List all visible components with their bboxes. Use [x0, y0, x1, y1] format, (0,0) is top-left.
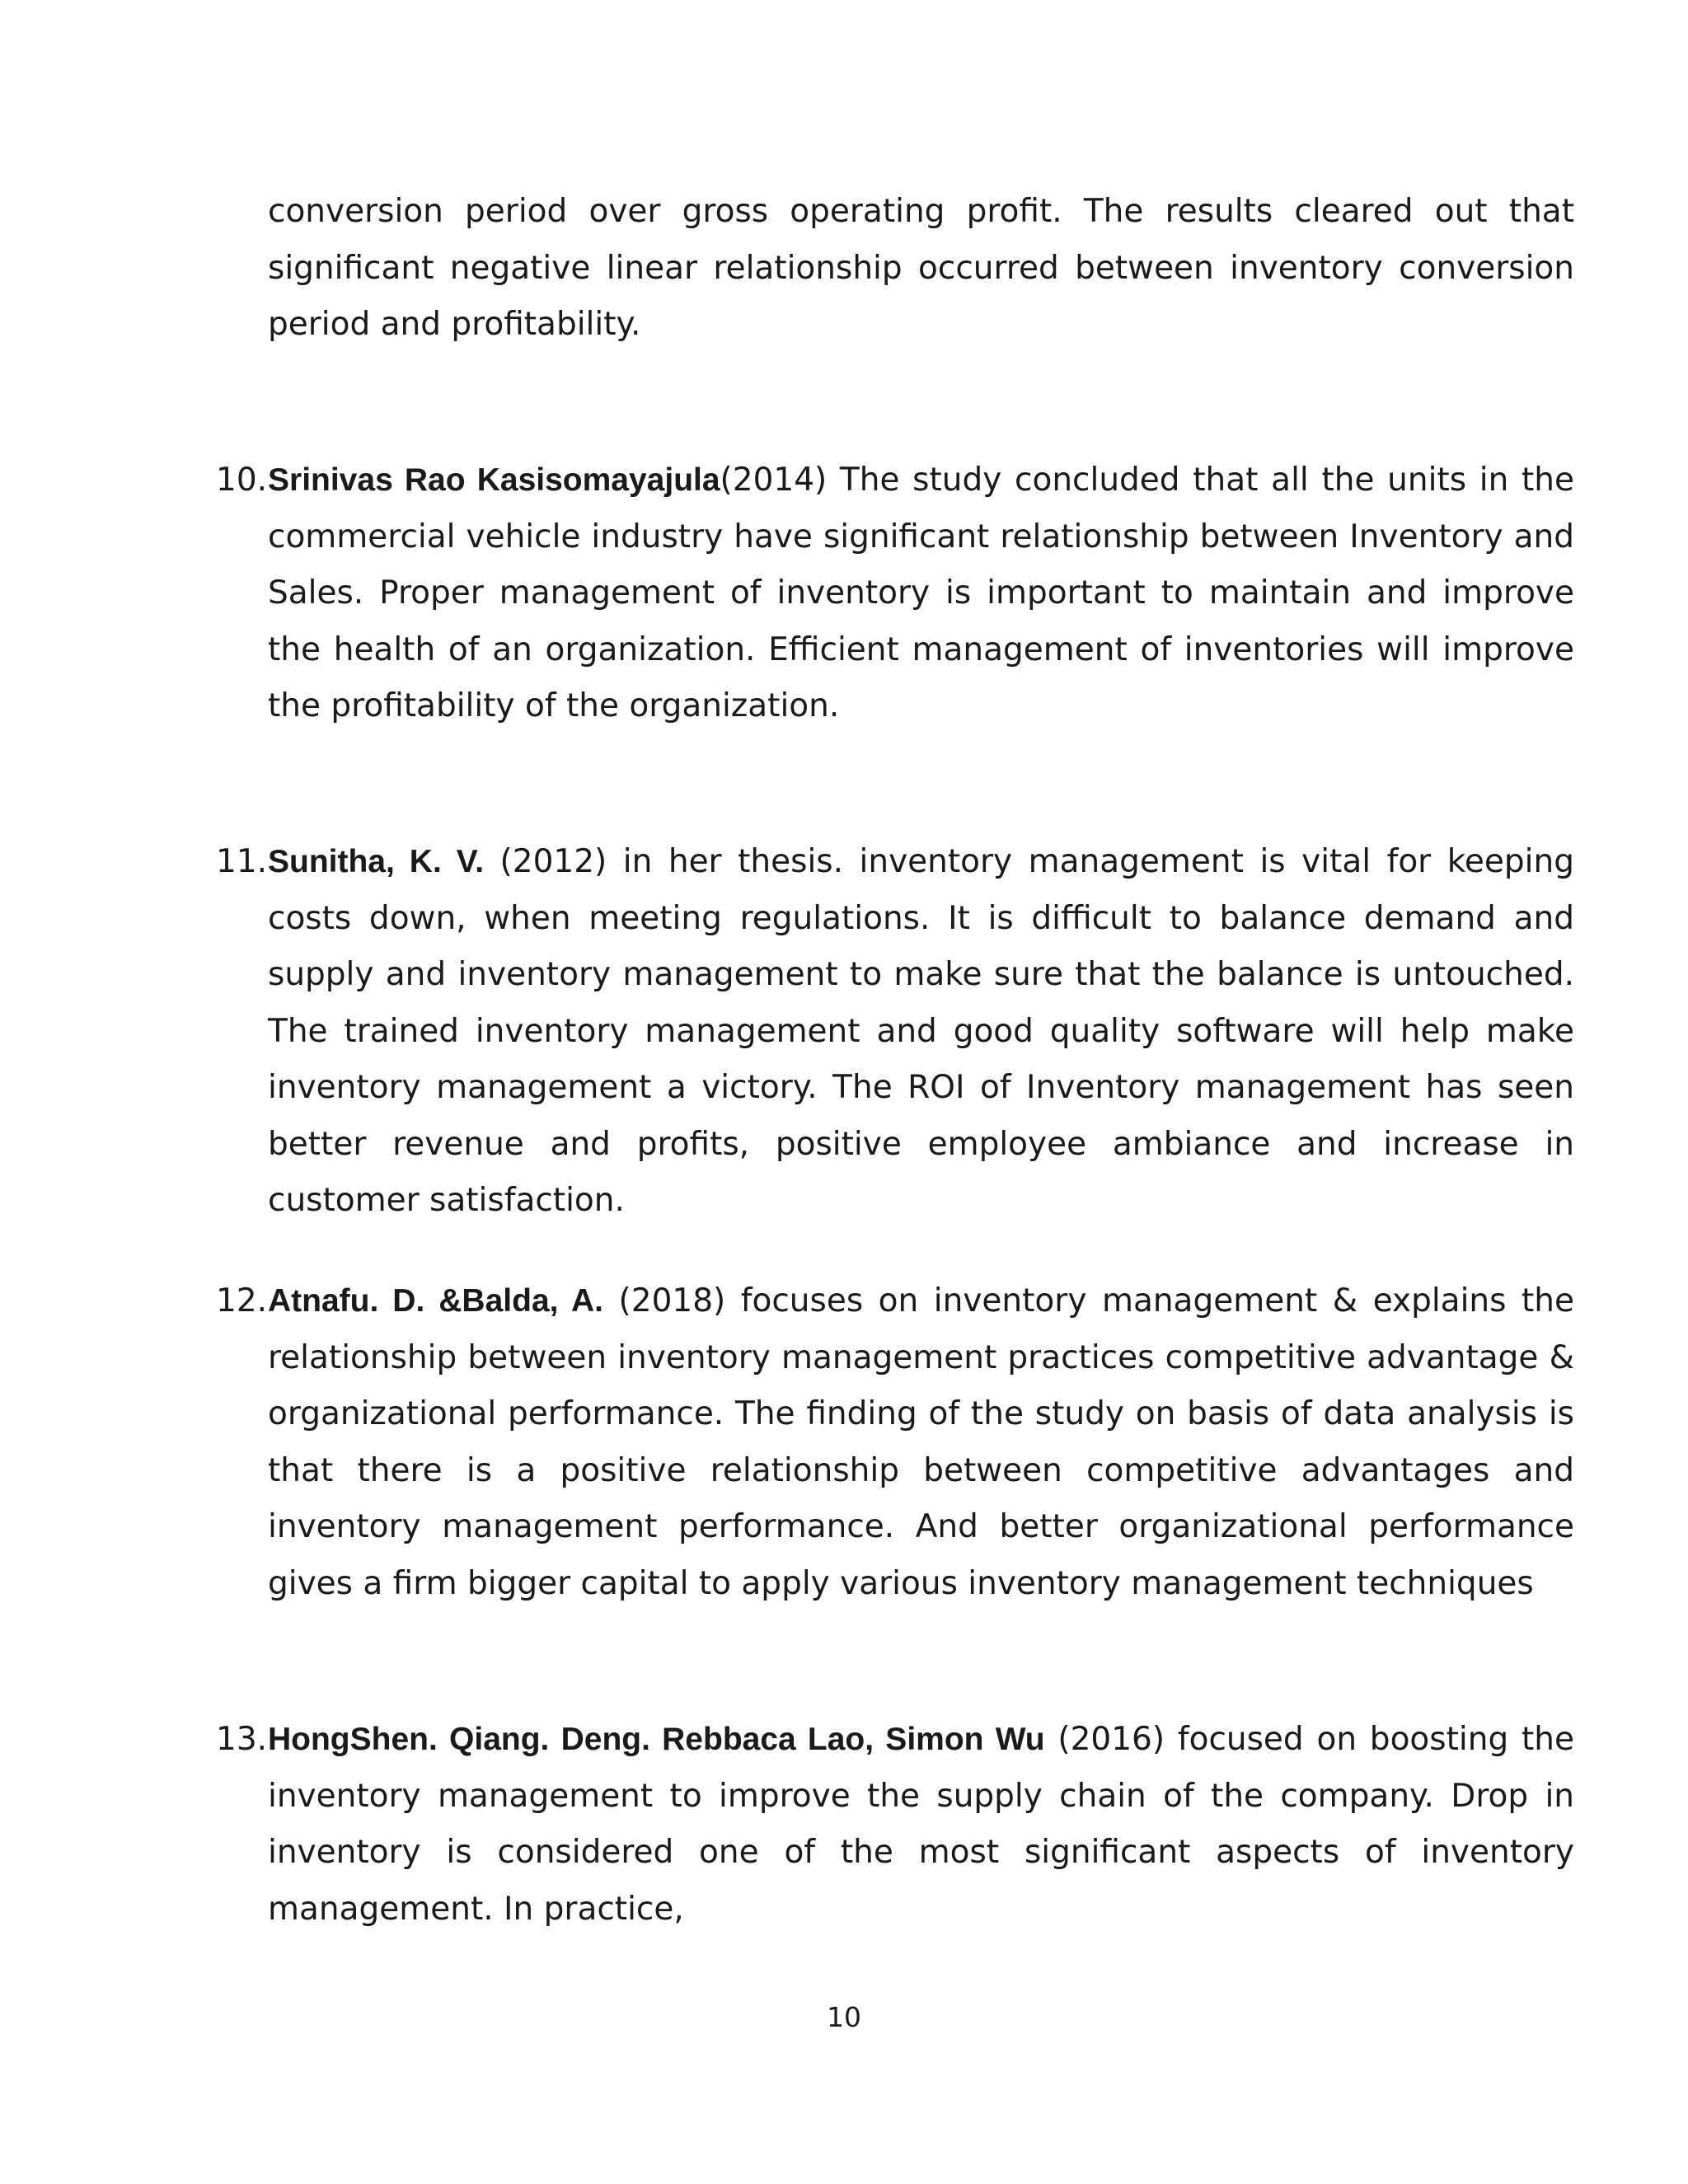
item-author: Atnafu. D. &Balda, A.	[268, 1283, 603, 1319]
reference-item-13	[216, 1712, 1574, 1938]
item-text	[268, 1273, 1574, 1612]
item-number: 13.	[216, 1721, 268, 1758]
item-number: 12.	[216, 1282, 268, 1319]
item-number: 10.	[216, 462, 268, 499]
reference-item-11	[216, 834, 1574, 1230]
continuation-paragraph: conversion period over gross operating profit. The results cleared out that significant negative linear relationship occurred between inventory conversion period and profitability.	[268, 193, 1574, 343]
page-number: 10	[827, 2001, 861, 2033]
item-author: Srinivas Rao Kasisomayajula	[268, 462, 720, 498]
item-number: 11.	[216, 843, 268, 880]
item-author: HongShen. Qiang. Deng. Rebbaca Lao, Simon Wu	[268, 1722, 1045, 1757]
reference-item-10	[216, 452, 1574, 735]
item-author: Sunitha, K. V.	[268, 844, 485, 879]
item-body: (2018) focuses on inventory management & explains the relationship between inventory management practices competitive advantage & organizational performance. The finding of the study on basis of data analysis is that there is a positive relationship between competitive advantages and inventory management performance. And better organizational performance gives a firm bigger capital to apply various inventory management techniques	[268, 1282, 1574, 1602]
item-text	[268, 834, 1574, 1230]
item-body: (2012) in her thesis. inventory management is vital for keeping costs down, when meeting regulations. It is difficult to balance demand and supply and inventory management to make sure that the balance is untouched. The trained inventory management and good quality software will help make inventory management a victory. The ROI of Inventory management has seen better revenue and profits, positive employee ambiance and increase in customer satisfaction.	[268, 843, 1574, 1219]
item-body: (2014) The study concluded that all the units in the commercial vehicle industry have significant relationship between Inventory and Sales. Proper management of inventory is important to maintain and improve the health of an organization. Efficient management of inventories will improve the profitability of the organization.	[268, 462, 1574, 724]
item-body: (2016) focused on boosting the inventory management to improve the supply chain of the company. Drop in inventory is considered one of the most significant aspects of inventory management. In practice,	[268, 1721, 1574, 1928]
item-text	[268, 452, 1574, 735]
item-text	[268, 1712, 1574, 1938]
reference-item-12	[216, 1273, 1574, 1612]
